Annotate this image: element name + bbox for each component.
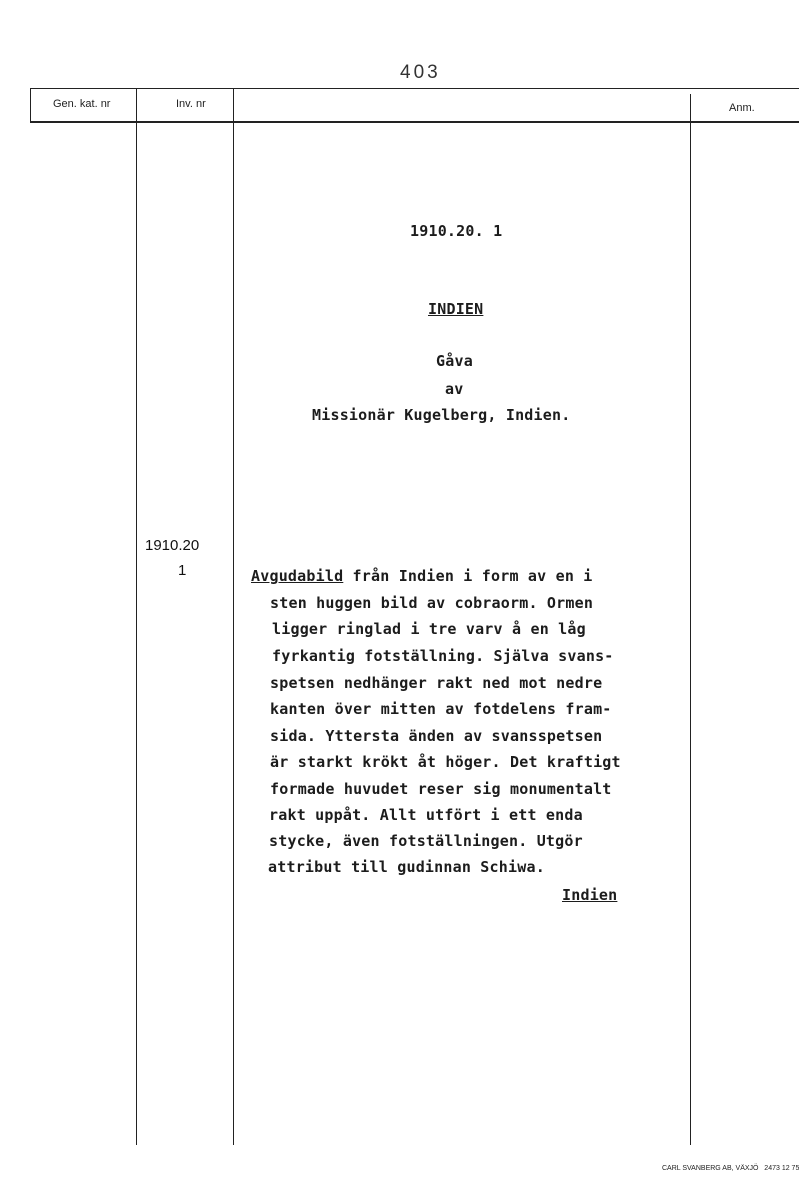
printer-imprint: CARL SVANBERG AB, VÄXJÖ 2473 12 75 [662, 1165, 799, 1172]
description-line: sten huggen bild av cobraorm. Ormen [270, 594, 594, 612]
column-header-anm: Anm. [729, 102, 755, 114]
description-line: stycke, även fotställningen. Utgör [269, 832, 583, 850]
inv-subnumber: 1 [178, 562, 187, 579]
column-header-gen-kat-nr: Gen. kat. nr [53, 98, 111, 110]
left-margin-rule [30, 88, 31, 122]
description-line: rakt uppåt. Allt utfört i ett enda [269, 806, 583, 824]
catalog-number: 1910.20. 1 [410, 222, 503, 240]
description-line: fyrkantig fotställning. Själva svans- [272, 647, 614, 665]
description-line: attribut till gudinnan Schiwa. [268, 858, 545, 876]
description-line: formade huvudet reser sig monumentalt [270, 780, 612, 798]
page-number: 403 [400, 62, 441, 83]
description-first-line-rest: från Indien i form av en i [343, 567, 593, 585]
gift-line: Gåva [436, 352, 473, 370]
description-line: spetsen nedhänger rakt ned mot nedre [270, 674, 603, 692]
column-header-inv-nr: Inv. nr [176, 98, 206, 110]
object-title: Avgudabild [251, 567, 344, 585]
description-line: sida. Yttersta änden av svansspetsen [270, 727, 603, 745]
description-line: ligger ringlad i tre varv å en låg [272, 620, 586, 638]
column-divider-anm [690, 94, 691, 1145]
donor-line: Missionär Kugelberg, Indien. [312, 406, 571, 424]
inv-number: 1910.20 [145, 537, 200, 554]
header-top-rule [30, 88, 799, 89]
description-first-line [251, 567, 593, 585]
column-divider-gen-kat [136, 88, 137, 1145]
av-line: av [445, 380, 464, 398]
country-heading: INDIEN [428, 300, 484, 318]
description-line: är starkt krökt åt höger. Det kraftigt [270, 753, 621, 771]
description-line: kanten över mitten av fotdelens fram- [270, 700, 612, 718]
column-divider-inv [233, 88, 234, 1145]
header-bottom-rule [30, 121, 799, 123]
origin-label: Indien [562, 886, 618, 904]
